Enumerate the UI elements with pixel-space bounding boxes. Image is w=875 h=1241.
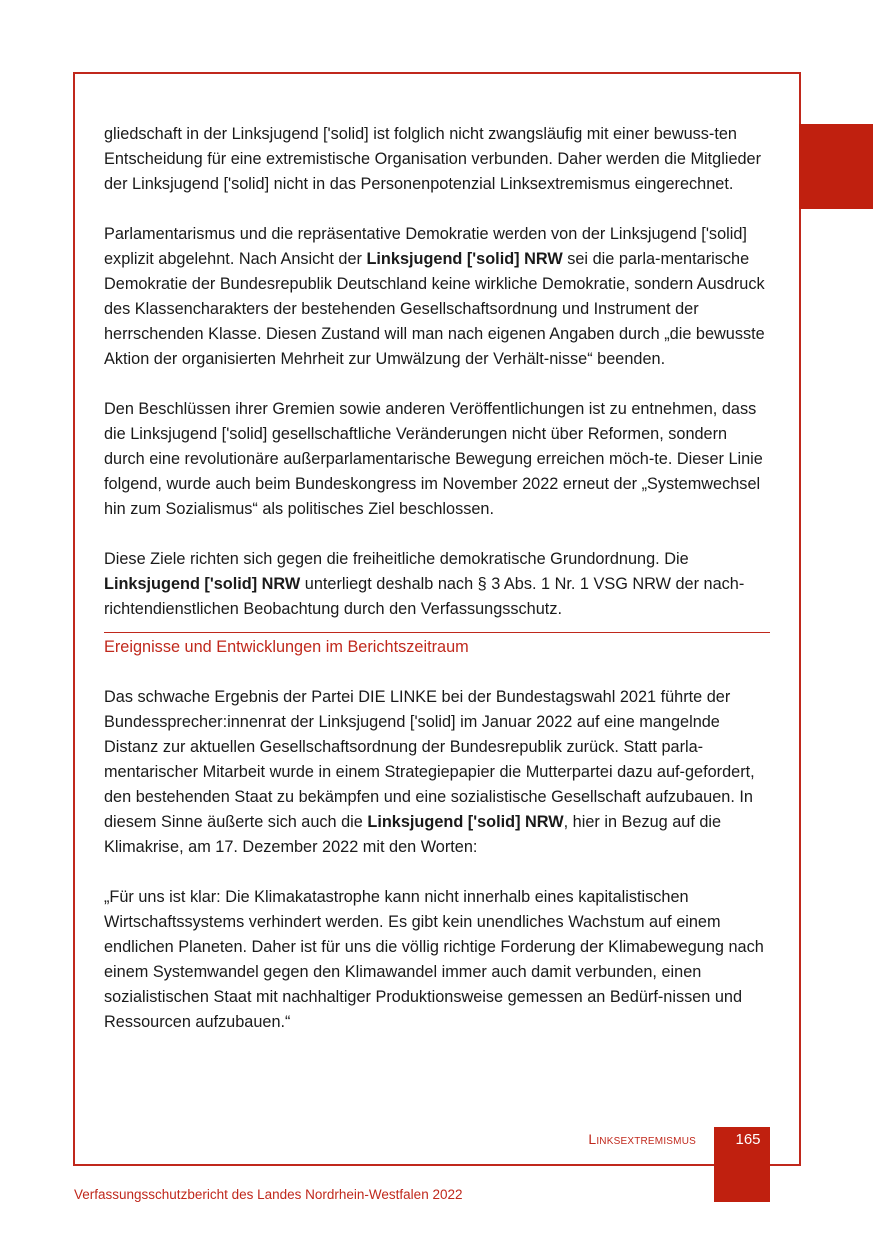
bold-org-name: Linksjugend ['solid] NRW <box>366 250 563 268</box>
paragraph-3: Den Beschlüssen ihrer Gremien sowie anderen Veröffentlichungen ist zu entnehmen, dass die Linksjugend ['solid] gesellschaftliche Veränderungen nicht über Reformen, sondern durch eine revolutionäre außerparlamentarische Bewegung erreichen möch-te. Dieser Linie folgend, wurde auch beim Bundeskongress im November 2022 erneut der „Systemwechsel hin zum Sozialismus“ als politisches Ziel beschlossen. <box>104 400 763 518</box>
quote-paragraph: „Für uns ist klar: Die Klimakatastrophe kann nicht innerhalb eines kapitalistischen Wirtschaftssystems verhindert werden. Es gibt kein unendliches Wachstum auf einem endlichen Planeten. Daher ist für uns die völlig richtige Forderung der Klimabewegung nach einem Systemwandel gegen den Klimawandel immer auch damit verbunden, einen sozialistischen Staat mit nachhaltiger Produktionsweise gemessen an Bedürf-nissen und Ressourcen aufzubauen.“ <box>104 888 764 1031</box>
section-divider <box>104 632 770 633</box>
running-head: Linksextremismus <box>588 1131 696 1147</box>
paragraph-1: gliedschaft in der Linksjugend ['solid] ist folglich nicht zwangsläufig mit einer bewuss-ten Entscheidung für eine extremistische Organisation verbunden. Daher werden die Mitglieder der Linksjugend ['solid] nicht in das Personenpotenzial Linksextremismus eingerechnet. <box>104 125 762 193</box>
bold-org-name: Linksjugend ['solid] NRW <box>367 813 564 831</box>
page-number-box <box>714 1127 770 1202</box>
section-heading: Ereignisse und Entwicklungen im Berichtszeitraum <box>104 638 469 656</box>
paragraph-5: Das schwache Ergebnis der Partei DIE LINKE bei der Bundestagswahl 2021 führte der Bundessprecher:innenrat der Linksjugend ['solid] im Januar 2022 auf eine mangelnde Distanz zur aktuellen Gesellschaftsordnung der Bundesrepublik zurück. Statt parla-mentarischer Mitarbeit wurde in einem Strategiepapier die Mutterpartei dazu auf-gefordert, den bestehenden Staat zu bekämpfen und eine sozialistische Gesellschaft aufzubauen. In diesem Sinne äußerte sich auch die Linksjugend ['solid] NRW, hier in Bezug auf die Klimakrise, am 17. Dezember 2022 mit den Worten: <box>104 688 755 856</box>
chapter-side-tab <box>799 124 873 209</box>
paragraph-4: Diese Ziele richten sich gegen die freiheitliche demokratische Grundordnung. Die Linksjugend ['solid] NRW unterliegt deshalb nach § 3 Abs. 1 Nr. 1 VSG NRW der nach-richtendienstlichen Beobachtung durch den Verfassungsschutz. <box>104 550 745 618</box>
bold-org-name: Linksjugend ['solid] NRW <box>104 575 301 593</box>
paragraph-2: Parlamentarismus und die repräsentative Demokratie werden von der Linksjugend ['solid] explizit abgelehnt. Nach Ansicht der Linksjugend ['solid] NRW sei die parla-mentarische Demokratie der Bundesrepublik Deutschland keine wirkliche Demokratie, sondern Ausdruck des Klassencharakters der bestehenden Gesellschaftsordnung und Instrument der herrschenden Klasse. Diesen Zustand will man nach eigenen Angaben durch „die bewusste Aktion der organisierten Mehrheit zur Umwälzung der Verhält-nisse“ beenden. <box>104 225 765 368</box>
page-number: 165 <box>735 1131 761 1148</box>
footer-title: Verfassungsschutzbericht des Landes Nordrhein-Westfalen 2022 <box>74 1187 463 1202</box>
body-text <box>104 122 770 1060</box>
